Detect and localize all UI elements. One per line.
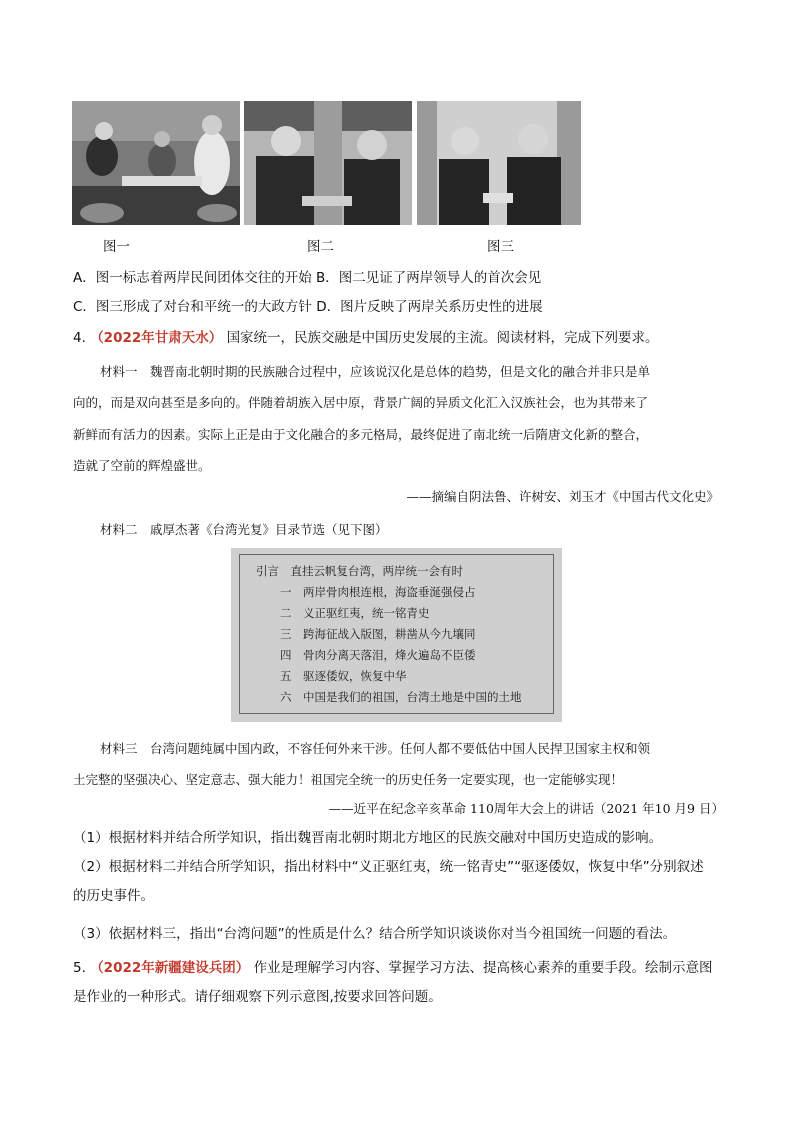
q4-source: （2022年甘肃天水）: [90, 330, 223, 346]
material-3-line-1: 材料三 台湾问题纯属中国内政，不容任何外来干涉。任何人都不要低估中国人民捍卫国家主权和领: [100, 741, 651, 756]
toc-line-4: 四 骨肉分离天落泪，烽火遍岛不臣倭: [280, 648, 476, 662]
q5-line-1: 作业是理解学习内容、掌握学习方法、提高核心素养的重要手段。绘制示意图: [253, 960, 713, 976]
q4-subquestion-1: （1）根据材料并结合所学知识，指出魏晋南北朝时期北方地区的民族交融对中国历史造成的影响。: [73, 830, 663, 846]
material-1-line-2: 向的，而是双向甚至是多向的。伴随着胡族入居中原，背景广阔的异质文化汇入汉族社会，也为其带来了: [73, 395, 649, 410]
q4-stem: 国家统一，民族交融是中国历史发展的主流。阅读材料，完成下列要求。: [226, 330, 659, 346]
q5-heading: [73, 958, 713, 978]
toc-line-3: 三 跨海征战入版图，耕凿从今九壤同: [280, 627, 476, 641]
q4-number: 4.: [73, 330, 86, 346]
photo-caption-1: 图一: [103, 239, 130, 255]
q5-source: （2022年新疆建设兵团）: [90, 960, 250, 976]
toc-line-1: 一 两岸骨肉根连根，海盗垂涎强侵占: [280, 585, 476, 599]
q5-line-2: 是作业的一种形式。请仔细观察下列示意图,按要求回答问题。: [73, 989, 442, 1005]
photo-2: [244, 101, 412, 225]
q4-heading: [73, 328, 659, 348]
material-1-line-4: 造就了空前的辉煌盛世。: [73, 458, 211, 473]
material-2-title: 材料二 戚厚杰著《台湾光复》目录节选（见下图）: [100, 522, 388, 537]
material-3-line-2: 土完整的坚强决心、坚定意志、强大能力！祖国完全统一的历史任务一定要实现，也一定能够实现！: [73, 772, 624, 787]
material-1-attribution: ——摘编自阴法鲁、许树安、刘玉才《中国古代文化史》: [406, 489, 719, 504]
material-1-line-1: 材料一 魏晋南北朝时期的民族融合过程中，应该说汉化是总体的趋势，但是文化的融合并非只是单: [100, 364, 651, 379]
q4-subquestion-2-cont: 的历史事件。: [73, 888, 154, 904]
toc-image: [231, 548, 562, 722]
q3-option-line-2: C．图三形成了对台和平统一的大政方针 D．图片反映了两岸关系历史性的进展: [73, 299, 543, 315]
q4-subquestion-3: （3）依据材料三，指出“台湾问题”的性质是什么？结合所学知识谈谈你对当今祖国统一问题的看法。: [73, 926, 677, 942]
toc-line-6: 六 中国是我们的祖国，台湾土地是中国的土地: [280, 690, 522, 704]
toc-line-2: 二 义正驱红夷，统一铭青史: [280, 606, 430, 620]
photo-1: [72, 101, 240, 225]
toc-line-5: 五 驱逐倭奴，恢复中华: [280, 669, 407, 683]
photo-caption-3: 图三: [487, 239, 514, 255]
q4-subquestion-2: （2）根据材料二并结合所学知识，指出材料中“义正驱红夷，统一铭青史”“驱逐倭奴，恢复中华”分别叙述: [73, 859, 704, 875]
q5-number: 5.: [73, 960, 86, 976]
material-3-attribution: ——近平在纪念辛亥革命 110周年大会上的讲话（2021 年10 月9 日）: [328, 801, 724, 816]
photo-caption-2: 图二: [307, 239, 334, 255]
photo-3: [417, 101, 581, 225]
toc-line-intro: 引言 直挂云帆复台湾，两岸统一会有时: [256, 564, 463, 578]
toc-frame: [239, 554, 554, 714]
material-1-line-3: 新鲜而有活力的因素。实际上正是由于文化融合的多元格局，最终促进了南北统一后隋唐文化新的整合，: [73, 427, 649, 442]
q3-option-line-1: A．图一标志着两岸民间团体交往的开始 B．图二见证了两岸领导人的首次会见: [73, 270, 542, 286]
